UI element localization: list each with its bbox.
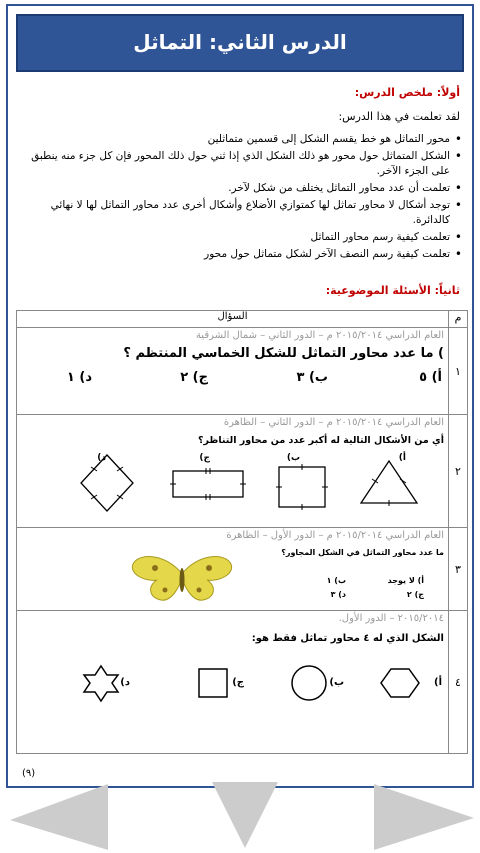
- objective-label: ثانياً: الأسئلة الموضوعية:: [325, 284, 460, 297]
- down-arrow-icon[interactable]: [210, 780, 280, 850]
- question-cell: [17, 528, 449, 611]
- list-item: • محور التماثل هو خط يقسم الشكل إلى قسمين متماثلين: [10, 132, 450, 147]
- option-c[interactable]: ج): [199, 453, 210, 463]
- list-item: • تعلمت كيفية رسم محاور التماثل: [10, 230, 450, 245]
- question-text: الشكل الذي له ٤ محاور تماثل فقط هو:: [251, 633, 444, 644]
- question-text: ما عدد محاور التماثل في الشكل المجاور؟: [281, 548, 444, 557]
- triangle-shape[interactable]: [361, 461, 417, 506]
- list-item: • الشكل المتماثل حول محور هو ذلك الشكل الذي إذا ثني حول ذلك المحور فإن كل جزء منه ينطبق على الجزء الآخر.: [10, 149, 450, 179]
- square-shape[interactable]: [276, 464, 328, 510]
- option-d[interactable]: د) ١: [66, 370, 92, 385]
- questions-table: [16, 310, 468, 754]
- page-title: الدرس الثاني: التماثل: [133, 30, 347, 54]
- option-b[interactable]: ب) ١: [326, 576, 346, 585]
- question-number: ١: [449, 328, 468, 415]
- summary-label: أولاً: ملخص الدرس:: [354, 86, 460, 99]
- question-text: ) ما عدد محاور التماثل للشكل الخماسي المنتظم ؟: [123, 346, 444, 361]
- question-meta: العام الدراسي ٢٠١٥/٢٠١٤ م – الدور الثاني – الظاهرة: [223, 417, 444, 428]
- title-bar: [16, 14, 464, 72]
- option-b[interactable]: ب): [329, 677, 344, 688]
- table-row: [17, 611, 468, 754]
- page-number: (٩): [22, 768, 36, 779]
- list-item: • تعلمت أن عدد محاور التماثل يختلف من شكل لآخر.: [10, 181, 450, 196]
- butterfly-image: [127, 546, 237, 606]
- option-b[interactable]: ب) ٣: [296, 370, 328, 385]
- q4-shapes: [17, 611, 449, 753]
- question-meta: ٢٠١٥/٢٠١٤ – الدور الأول.: [338, 613, 444, 624]
- question-number: ٣: [449, 528, 468, 611]
- next-arrow-icon[interactable]: [372, 782, 476, 852]
- option-d[interactable]: د) ٣: [330, 590, 346, 599]
- number-header: م: [449, 311, 468, 328]
- question-cell: [17, 415, 449, 528]
- option-a[interactable]: أ) ٥: [419, 370, 442, 385]
- summary-list: [10, 132, 464, 264]
- table-row: [17, 328, 468, 415]
- table-row: [17, 415, 468, 528]
- rhombus-shape[interactable]: [81, 455, 133, 511]
- option-d[interactable]: د): [97, 453, 106, 463]
- list-item: • توجد أشكال لا محاور تماثل لها كمتوازي الأضلاع وأشكال أخرى عدد محاور التماثل لها لا نهائي كالدائرة.: [10, 198, 450, 228]
- intro-text: لقد تعلمت في هذا الدرس:: [338, 110, 460, 123]
- question-number: ٤: [449, 611, 468, 754]
- question-header: السؤال: [17, 311, 449, 328]
- question-number: ٢: [449, 415, 468, 528]
- table-row: [17, 528, 468, 611]
- option-c[interactable]: ج) ٢: [180, 370, 208, 385]
- question-meta: العام الدراسي ٢٠١٥/٢٠١٤ م – الدور الثاني – شمال الشرقية: [195, 330, 444, 341]
- option-d[interactable]: د): [120, 677, 130, 688]
- square-shape[interactable]: [199, 669, 227, 697]
- rectangle-shape[interactable]: [170, 468, 246, 500]
- question-text: أي من الأشكال التالية له أكبر عدد من محاور التناظر؟: [197, 435, 444, 446]
- question-cell: [17, 328, 449, 415]
- option-b[interactable]: ب): [286, 453, 300, 463]
- option-c[interactable]: ج): [232, 677, 244, 688]
- hexagon-shape[interactable]: [381, 669, 419, 697]
- option-a[interactable]: أ): [434, 677, 442, 688]
- question-cell: [17, 611, 449, 754]
- list-item: • تعلمت كيفية رسم النصف الآخر لشكل متماثل حول محور: [10, 247, 450, 262]
- option-a[interactable]: أ) لا يوجد: [387, 576, 424, 585]
- option-a[interactable]: أ): [398, 453, 406, 463]
- prev-arrow-icon[interactable]: [8, 782, 112, 852]
- option-c[interactable]: ج) ٢: [406, 590, 424, 599]
- star-shape[interactable]: [84, 666, 118, 701]
- circle-shape[interactable]: [292, 666, 326, 700]
- shapes-figure: [17, 415, 449, 527]
- worksheet-page: [6, 4, 474, 788]
- question-meta: العام الدراسي ٢٠١٥/٢٠١٤ م – الدور الأول – الظاهرة: [226, 530, 444, 541]
